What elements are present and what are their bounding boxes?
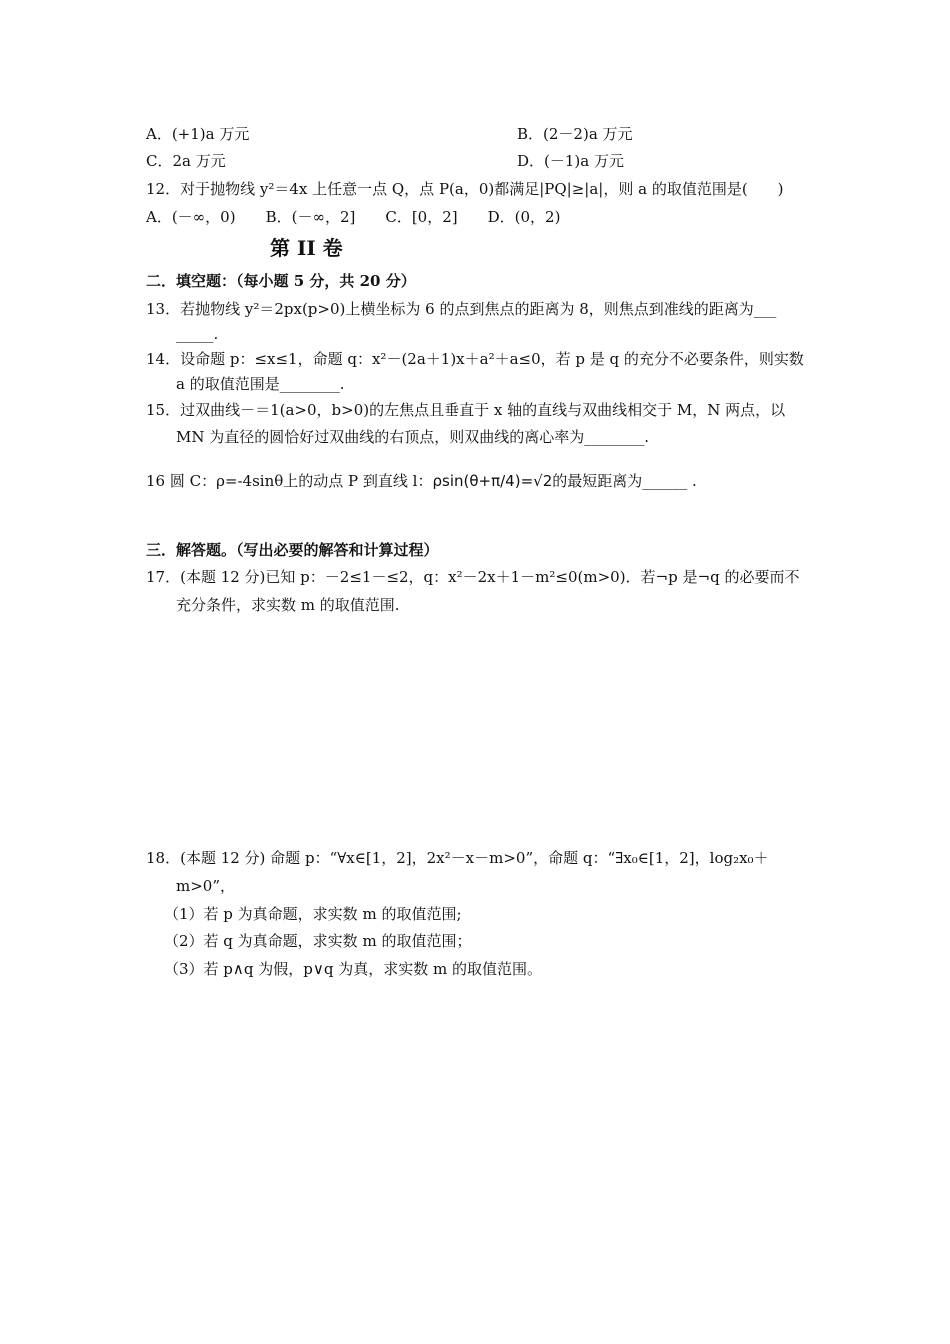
q14-line1: 14．设命题 p：≤x≤1，命题 q：x²－(2a＋1)x＋a²＋a≤0，若 p 是 q 的充分不必要条件，则实数 [146,350,804,368]
q16-formula: ρsin(θ+π/4)=√2 [432,472,553,490]
part-two-title: 第 II 卷 [270,236,343,260]
q17-line2: 充分条件，求实数 m 的取值范围. [176,596,400,614]
q18-sub2: （2）若 q 为真命题，求实数 m 的取值范围； [164,932,472,950]
q12-stem: 12．对于抛物线 y²＝4x 上任意一点 Q，点 P(a，0)都满足|PQ|≥|a|，则 a 的取值范围是( ) [146,180,784,198]
q12-options: A．(－∞，0) B．(－∞，2] C．[0，2] D．(0，2) [146,208,561,226]
q11-option-a: A．(+1)a 万元 [146,125,250,143]
q11-option-d: D．(－1)a 万元 [517,152,624,170]
q16-prefix: 16 圆 C：ρ=-4sinθ上的动点 P 到直线 l： [146,472,433,490]
q15-line1: 15．过双曲线－＝1(a>0，b>0)的左焦点且垂直于 x 轴的直线与双曲线相交于 M，N 两点，以 [146,401,786,419]
q18-line2: m>0”， [176,877,236,895]
q11-option-c: C．2a 万元 [146,152,226,170]
section-fill-blank-heading: 二．填空题：（每小题 5 分，共 20 分） [146,272,416,290]
q13-line1: 13．若抛物线 y²＝2px(p>0)上横坐标为 6 的点到焦点的距离为 8，则焦点到准线的距离为___ [146,300,777,318]
q16-suffix: 的最短距离为______ . [552,472,697,490]
q18-sub3: （3）若 p∧q 为假，p∨q 为真，求实数 m 的取值范围。 [164,960,542,978]
q14-line2: a 的取值范围是________. [176,375,345,393]
q18-sub1: （1）若 p 为真命题，求实数 m 的取值范围; [164,905,462,923]
q16-line [146,470,697,492]
section-solution-heading: 三．解答题。（写出必要的解答和计算过程） [146,541,439,559]
q15-line2: MN 为直径的圆恰好过双曲线的右顶点，则双曲线的离心率为________. [176,428,650,446]
q13-line2: _____. [176,325,219,343]
q11-option-b: B．(2－2)a 万元 [517,125,633,143]
q18-line1: 18．(本题 12 分) 命题 p：“∀x∈[1，2]，2x²－x－m>0”，命题 q：“∃x₀∈[1，2]，log₂x₀＋ [146,849,769,867]
q17-line1: 17．(本题 12 分)已知 p：－2≤1－≤2，q：x²－2x＋1－m²≤0(m>0)．若¬p 是¬q 的必要而不 [146,568,800,586]
